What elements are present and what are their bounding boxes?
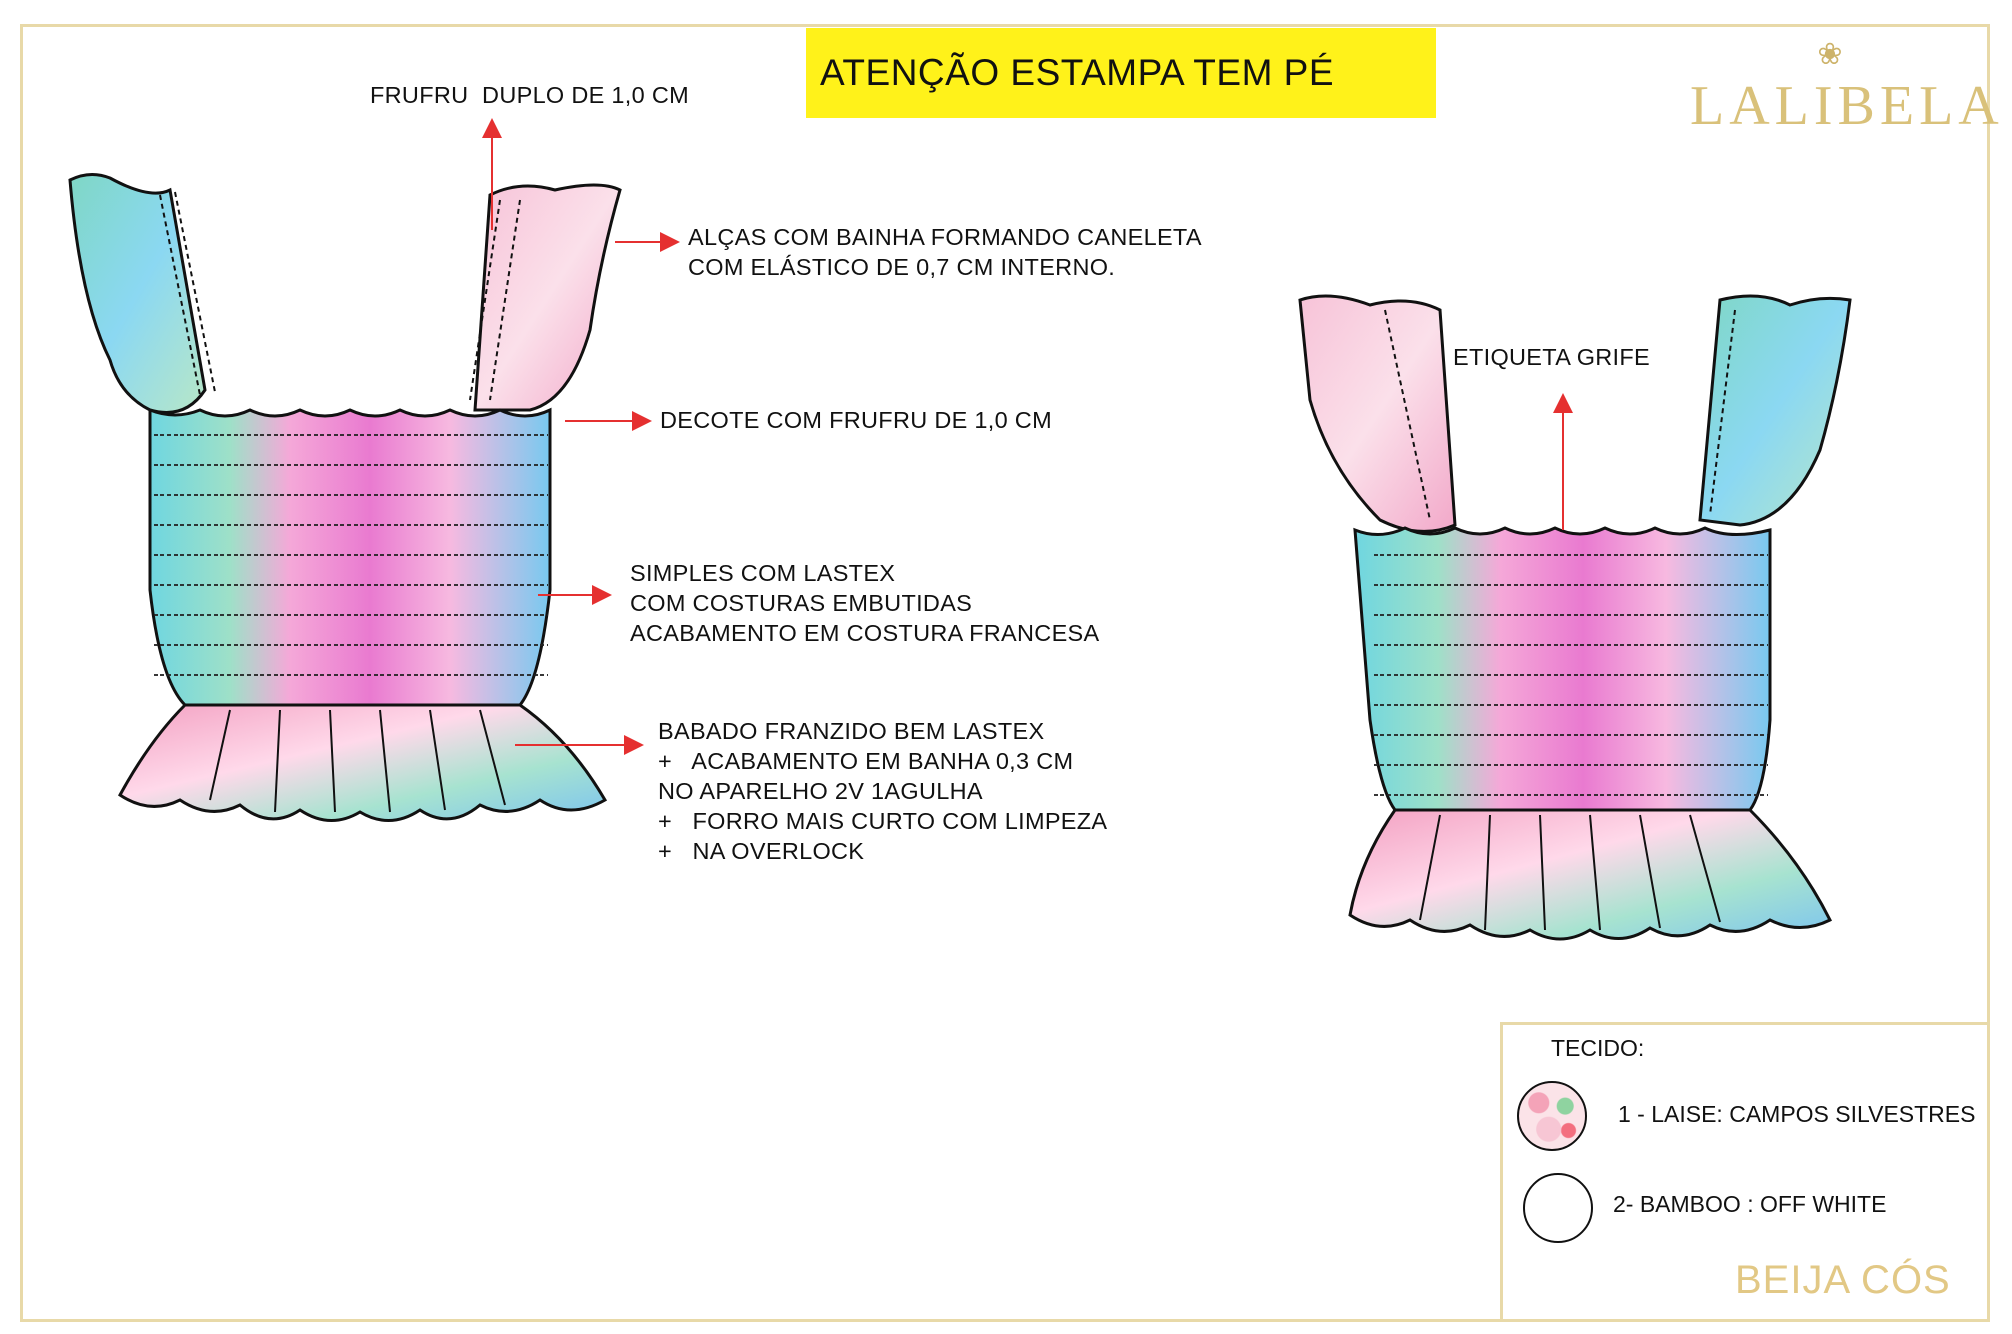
note-simples-line2: COM COSTURAS EMBUTIDAS <box>630 590 973 616</box>
fabric-swatch-floral <box>1517 1081 1587 1151</box>
note-decote <box>660 405 1052 435</box>
front-view <box>70 174 620 820</box>
collection-name: BEIJA CÓS <box>1735 1258 1951 1302</box>
legend-title: TECIDO: <box>1551 1035 1645 1061</box>
note-babado <box>658 716 1107 866</box>
back-view <box>1300 296 1850 939</box>
note-babado-line3: NO APARELHO 2V 1AGULHA <box>658 778 983 804</box>
note-simples-line1: SIMPLES COM LASTEX <box>630 560 896 586</box>
front-peplum <box>120 705 605 821</box>
legend-item-2: 2- BAMBOO : OFF WHITE <box>1613 1191 1887 1217</box>
note-decote-text: DECOTE COM FRUFRU DE 1,0 CM <box>660 407 1052 433</box>
note-etiqueta <box>1453 342 1650 372</box>
note-simples-line3: ACABAMENTO EM COSTURA FRANCESA <box>630 620 1100 646</box>
note-babado-line1: BABADO FRANZIDO BEM LASTEX <box>658 718 1045 744</box>
fabric-swatch-off-white <box>1523 1173 1593 1243</box>
note-frufru <box>370 80 689 110</box>
note-etiqueta-text: ETIQUETA GRIFE <box>1453 344 1651 370</box>
note-alcas-line2: COM ELÁSTICO DE 0,7 CM INTERNO. <box>688 254 1116 280</box>
bee-icon: ❀ <box>1817 38 1843 71</box>
note-frufru-text: FRUFRU DUPLO DE 1,0 CM <box>370 82 689 108</box>
back-peplum <box>1350 810 1830 939</box>
note-babado-line5: + NA OVERLOCK <box>658 838 865 864</box>
note-simples <box>630 558 1100 648</box>
note-babado-line4: + FORRO MAIS CURTO COM LIMPEZA <box>658 808 1108 834</box>
attention-banner-text: ATENÇÃO ESTAMPA TEM PÉ <box>820 52 1335 93</box>
brand-name: LALIBELA <box>1690 75 2004 137</box>
legend-item-1: 1 - LAISE: CAMPOS SILVESTRES <box>1618 1101 1976 1127</box>
note-alcas <box>688 222 1202 282</box>
front-left-strap <box>70 174 205 412</box>
note-babado-line2: + ACABAMENTO EM BANHA 0,3 CM <box>658 748 1074 774</box>
back-left-strap <box>1300 296 1455 531</box>
note-alcas-line1: ALÇAS COM BAINHA FORMANDO CANELETA <box>688 224 1202 250</box>
